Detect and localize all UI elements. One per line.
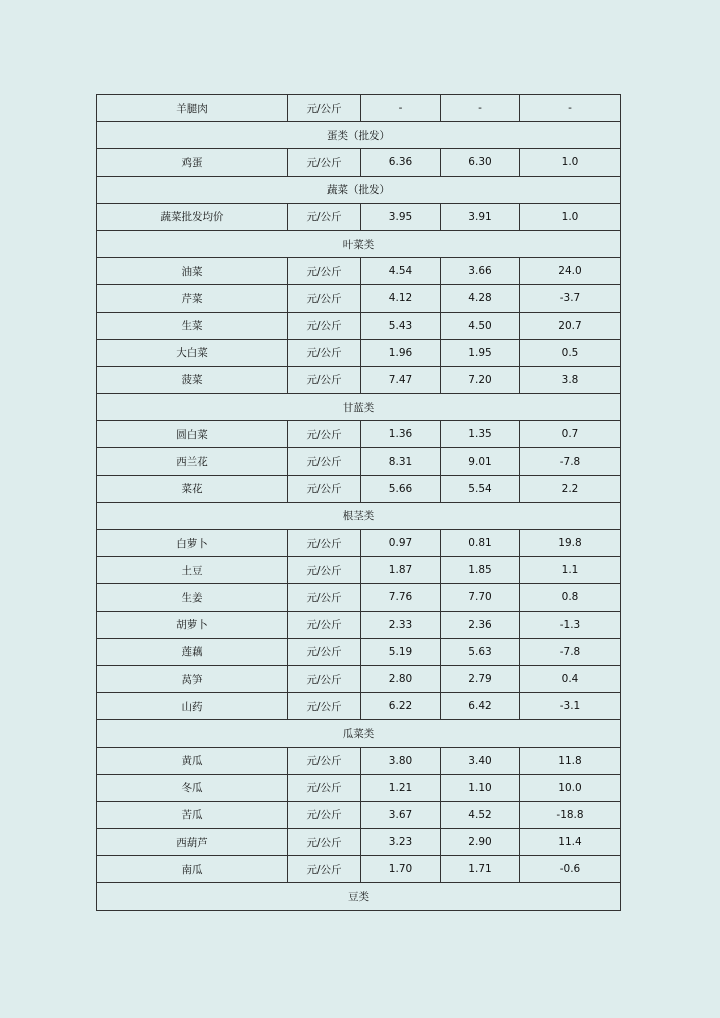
- change-percent-cell: -3.1: [520, 693, 621, 720]
- item-name-cell: 生姜: [97, 584, 288, 611]
- previous-price-cell: 5.63: [441, 638, 520, 665]
- item-name-cell: 白萝卜: [97, 530, 288, 557]
- change-percent-cell: -7.8: [520, 638, 621, 665]
- table-row: [97, 339, 621, 366]
- item-name-cell: 胡萝卜: [97, 611, 288, 638]
- current-price-cell: 4.12: [361, 285, 441, 312]
- change-percent-cell: -3.7: [520, 285, 621, 312]
- unit-cell: 元/公斤: [288, 584, 361, 611]
- change-percent-cell: 1.1: [520, 557, 621, 584]
- table-row: [97, 475, 621, 502]
- category-label: 蛋类（批发）: [97, 122, 621, 149]
- unit-cell: 元/公斤: [288, 856, 361, 883]
- change-percent-cell: 10.0: [520, 774, 621, 801]
- item-name-cell: 芹菜: [97, 285, 288, 312]
- category-label: 根茎类: [97, 502, 621, 529]
- unit-cell: 元/公斤: [288, 747, 361, 774]
- item-name-cell: 西葫芦: [97, 829, 288, 856]
- table-row: [97, 285, 621, 312]
- current-price-cell: 3.95: [361, 203, 441, 230]
- unit-cell: 元/公斤: [288, 530, 361, 557]
- change-percent-cell: -: [520, 95, 621, 122]
- previous-price-cell: 1.95: [441, 339, 520, 366]
- previous-price-cell: 5.54: [441, 475, 520, 502]
- table-row: [97, 421, 621, 448]
- unit-cell: 元/公斤: [288, 557, 361, 584]
- current-price-cell: 3.23: [361, 829, 441, 856]
- change-percent-cell: 20.7: [520, 312, 621, 339]
- current-price-cell: 1.87: [361, 557, 441, 584]
- change-percent-cell: 0.8: [520, 584, 621, 611]
- table-row: [97, 665, 621, 692]
- previous-price-cell: 1.10: [441, 774, 520, 801]
- item-name-cell: 莴笋: [97, 665, 288, 692]
- current-price-cell: 5.66: [361, 475, 441, 502]
- table-row: [97, 203, 621, 230]
- item-name-cell: 冬瓜: [97, 774, 288, 801]
- category-header-row: [97, 883, 621, 910]
- category-label: 瓜菜类: [97, 720, 621, 747]
- table-row: [97, 693, 621, 720]
- unit-cell: 元/公斤: [288, 448, 361, 475]
- change-percent-cell: -0.6: [520, 856, 621, 883]
- item-name-cell: 苦瓜: [97, 801, 288, 828]
- change-percent-cell: -1.3: [520, 611, 621, 638]
- current-price-cell: 7.76: [361, 584, 441, 611]
- table-row: [97, 584, 621, 611]
- table-row: [97, 258, 621, 285]
- previous-price-cell: 9.01: [441, 448, 520, 475]
- item-name-cell: 大白菜: [97, 339, 288, 366]
- category-header-row: [97, 394, 621, 421]
- category-header-row: [97, 230, 621, 257]
- change-percent-cell: -18.8: [520, 801, 621, 828]
- category-label: 豆类: [97, 883, 621, 910]
- unit-cell: 元/公斤: [288, 801, 361, 828]
- previous-price-cell: 4.28: [441, 285, 520, 312]
- item-name-cell: 油菜: [97, 258, 288, 285]
- current-price-cell: -: [361, 95, 441, 122]
- category-header-row: [97, 720, 621, 747]
- unit-cell: 元/公斤: [288, 149, 361, 176]
- table-row: [97, 856, 621, 883]
- previous-price-cell: 0.81: [441, 530, 520, 557]
- table-row: [97, 312, 621, 339]
- unit-cell: 元/公斤: [288, 95, 361, 122]
- category-label: 蔬菜（批发）: [97, 176, 621, 203]
- previous-price-cell: 4.50: [441, 312, 520, 339]
- unit-cell: 元/公斤: [288, 611, 361, 638]
- table-row: [97, 611, 621, 638]
- previous-price-cell: 6.30: [441, 149, 520, 176]
- change-percent-cell: 24.0: [520, 258, 621, 285]
- unit-cell: 元/公斤: [288, 829, 361, 856]
- current-price-cell: 3.80: [361, 747, 441, 774]
- previous-price-cell: -: [441, 95, 520, 122]
- unit-cell: 元/公斤: [288, 665, 361, 692]
- current-price-cell: 5.19: [361, 638, 441, 665]
- change-percent-cell: -7.8: [520, 448, 621, 475]
- change-percent-cell: 2.2: [520, 475, 621, 502]
- category-header-row: [97, 502, 621, 529]
- item-name-cell: 黄瓜: [97, 747, 288, 774]
- table-row: [97, 530, 621, 557]
- item-name-cell: 菜花: [97, 475, 288, 502]
- item-name-cell: 土豆: [97, 557, 288, 584]
- previous-price-cell: 1.85: [441, 557, 520, 584]
- category-header-row: [97, 176, 621, 203]
- previous-price-cell: 1.35: [441, 421, 520, 448]
- previous-price-cell: 6.42: [441, 693, 520, 720]
- current-price-cell: 3.67: [361, 801, 441, 828]
- unit-cell: 元/公斤: [288, 366, 361, 393]
- category-label: 甘蓝类: [97, 394, 621, 421]
- change-percent-cell: 11.4: [520, 829, 621, 856]
- table-row: [97, 774, 621, 801]
- table-row: [97, 801, 621, 828]
- unit-cell: 元/公斤: [288, 774, 361, 801]
- item-name-cell: 莲藕: [97, 638, 288, 665]
- item-name-cell: 生菜: [97, 312, 288, 339]
- table-row: [97, 747, 621, 774]
- current-price-cell: 6.36: [361, 149, 441, 176]
- previous-price-cell: 2.36: [441, 611, 520, 638]
- current-price-cell: 2.33: [361, 611, 441, 638]
- unit-cell: 元/公斤: [288, 693, 361, 720]
- unit-cell: 元/公斤: [288, 339, 361, 366]
- current-price-cell: 6.22: [361, 693, 441, 720]
- item-name-cell: 蔬菜批发均价: [97, 203, 288, 230]
- table-row: [97, 366, 621, 393]
- current-price-cell: 1.70: [361, 856, 441, 883]
- change-percent-cell: 0.5: [520, 339, 621, 366]
- table-row: [97, 829, 621, 856]
- current-price-cell: 1.21: [361, 774, 441, 801]
- price-table-body: [97, 95, 621, 911]
- current-price-cell: 4.54: [361, 258, 441, 285]
- item-name-cell: 圆白菜: [97, 421, 288, 448]
- table-row: [97, 95, 621, 122]
- previous-price-cell: 2.79: [441, 665, 520, 692]
- unit-cell: 元/公斤: [288, 475, 361, 502]
- unit-cell: 元/公斤: [288, 258, 361, 285]
- item-name-cell: 西兰花: [97, 448, 288, 475]
- current-price-cell: 7.47: [361, 366, 441, 393]
- previous-price-cell: 3.66: [441, 258, 520, 285]
- change-percent-cell: 1.0: [520, 203, 621, 230]
- previous-price-cell: 4.52: [441, 801, 520, 828]
- unit-cell: 元/公斤: [288, 421, 361, 448]
- change-percent-cell: 11.8: [520, 747, 621, 774]
- current-price-cell: 8.31: [361, 448, 441, 475]
- previous-price-cell: 1.71: [441, 856, 520, 883]
- current-price-cell: 2.80: [361, 665, 441, 692]
- table-row: [97, 557, 621, 584]
- change-percent-cell: 0.4: [520, 665, 621, 692]
- current-price-cell: 1.36: [361, 421, 441, 448]
- previous-price-cell: 7.20: [441, 366, 520, 393]
- item-name-cell: 山药: [97, 693, 288, 720]
- item-name-cell: 羊腿肉: [97, 95, 288, 122]
- change-percent-cell: 0.7: [520, 421, 621, 448]
- category-label: 叶菜类: [97, 230, 621, 257]
- table-row: [97, 149, 621, 176]
- table-row: [97, 638, 621, 665]
- unit-cell: 元/公斤: [288, 203, 361, 230]
- current-price-cell: 0.97: [361, 530, 441, 557]
- table-row: [97, 448, 621, 475]
- item-name-cell: 菠菜: [97, 366, 288, 393]
- current-price-cell: 5.43: [361, 312, 441, 339]
- previous-price-cell: 3.40: [441, 747, 520, 774]
- unit-cell: 元/公斤: [288, 285, 361, 312]
- unit-cell: 元/公斤: [288, 312, 361, 339]
- change-percent-cell: 19.8: [520, 530, 621, 557]
- previous-price-cell: 2.90: [441, 829, 520, 856]
- category-header-row: [97, 122, 621, 149]
- previous-price-cell: 7.70: [441, 584, 520, 611]
- change-percent-cell: 3.8: [520, 366, 621, 393]
- change-percent-cell: 1.0: [520, 149, 621, 176]
- item-name-cell: 南瓜: [97, 856, 288, 883]
- current-price-cell: 1.96: [361, 339, 441, 366]
- unit-cell: 元/公斤: [288, 638, 361, 665]
- price-table: [96, 94, 621, 911]
- item-name-cell: 鸡蛋: [97, 149, 288, 176]
- previous-price-cell: 3.91: [441, 203, 520, 230]
